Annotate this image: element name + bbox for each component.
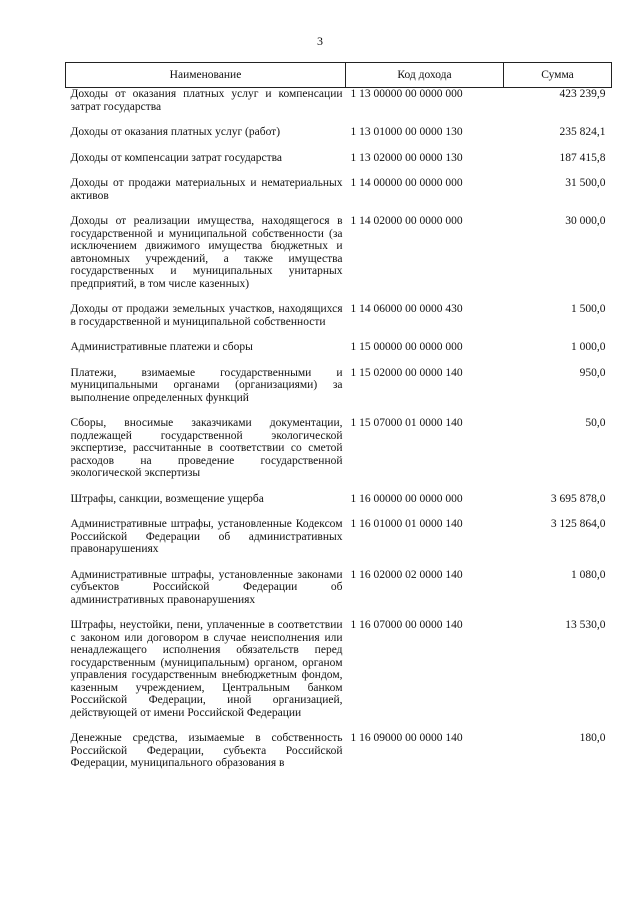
row-code: 1 16 07000 00 0000 140 [350, 619, 463, 631]
row-name: Доходы от оказания платных услуг (работ) [70, 126, 281, 138]
row-name: Административные штрафы, установленные законами субъектов Российской Федерации об административных правонарушениях [70, 568, 343, 606]
row-code: 1 13 02000 00 0000 130 [350, 151, 463, 164]
row-code: 1 16 01000 01 0000 140 [350, 518, 463, 530]
row-code: 1 13 01000 00 0000 130 [350, 126, 463, 138]
row-sum: 1 080,0 [571, 568, 606, 581]
table-row [66, 152, 612, 178]
row-name: Денежные средства, изымаемые в собственность Российской Федерации, субъекта Российской Федерации, муниципального образования в [70, 732, 343, 769]
row-name: Доходы от компенсации затрат государства [70, 151, 283, 164]
row-code: 1 14 06000 00 0000 430 [350, 303, 463, 315]
table-row [66, 341, 612, 367]
row-code: 1 16 09000 00 0000 140 [350, 732, 463, 744]
table-row [66, 417, 612, 493]
row-sum: 235 824,1 [559, 126, 606, 138]
row-name: Доходы от продажи земельных участков, находящихся в государственной и муниципальной собственности [70, 303, 343, 328]
table-row [66, 88, 612, 127]
table-row [66, 493, 612, 519]
row-code: 1 15 07000 01 0000 140 [350, 417, 463, 429]
revenue-table [65, 62, 612, 783]
header-code: Код дохода [346, 63, 504, 88]
header-sum: Сумма [504, 63, 612, 88]
row-sum: 1 000,0 [571, 341, 606, 353]
row-code: 1 16 02000 02 0000 140 [350, 568, 463, 581]
row-sum: 950,0 [579, 366, 606, 379]
row-sum: 3 695 878,0 [550, 492, 606, 505]
table-row [66, 619, 612, 732]
header-name: Наименование [66, 63, 346, 88]
row-sum: 180,0 [579, 732, 606, 744]
row-sum: 423 239,9 [559, 88, 606, 100]
row-name: Штрафы, санкции, возмещение ущерба [70, 492, 264, 505]
table-row [66, 518, 612, 569]
row-code: 1 14 02000 00 0000 000 [350, 215, 463, 227]
row-name: Штрафы, неустойки, пени, уплаченные в соответствии с законом или договором в случае неисполнения или ненадлежащего исполнения обязательств перед государственным (муниципальным) органом, органом управления государственным внебюджетным фондом, казенным учреждением, Центральным банком Российской Федерации, иной организацией, действующей от имени Российской Федерации [70, 619, 343, 719]
row-name: Административные платежи и сборы [70, 341, 253, 353]
table-row [66, 177, 612, 215]
row-sum: 30 000,0 [565, 215, 606, 227]
row-sum: 13 530,0 [565, 619, 606, 631]
row-sum: 3 125 864,0 [550, 518, 606, 530]
table-row [66, 126, 612, 152]
row-sum: 1 500,0 [571, 303, 606, 315]
row-sum: 31 500,0 [565, 177, 606, 189]
row-name: Административные штрафы, установленные Кодексом Российской Федерации об административных правонарушениях [70, 518, 343, 555]
row-code: 1 13 00000 00 0000 000 [350, 88, 463, 100]
page-number: 3 [317, 34, 323, 48]
row-sum: 187 415,8 [559, 151, 606, 164]
row-name: Доходы от реализации имущества, находящегося в государственной и муниципальной собственности (за исключением движимого имущества бюджетных и автономных учреждений, а также имущества государственных и муниципальных унитарных предприятий, в том числе казенных) [70, 215, 343, 290]
table-body [66, 88, 612, 783]
table-row [66, 569, 612, 620]
table-row [66, 732, 612, 783]
row-name: Платежи, взимаемые государственными и муниципальными органами (организациями) за выполнение определенных функций [70, 366, 343, 404]
row-code: 1 16 00000 00 0000 000 [350, 492, 463, 505]
row-name: Доходы от оказания платных услуг и компенсации затрат государства [70, 88, 343, 113]
row-name: Сборы, вносимые заказчиками документации, подлежащей государственной экологической экспертизе, рассчитанные в соответствии со сметой расходов на проведение государственной экологической экспертизы [70, 417, 343, 479]
table-row [66, 367, 612, 418]
row-code: 1 15 02000 00 0000 140 [350, 366, 463, 379]
row-code: 1 15 00000 00 0000 000 [350, 341, 463, 353]
table-header [66, 63, 612, 88]
table-row [66, 303, 612, 341]
row-sum: 50,0 [585, 417, 606, 429]
table-row [66, 215, 612, 303]
row-name: Доходы от продажи материальных и нематериальных активов [70, 177, 343, 202]
row-code: 1 14 00000 00 0000 000 [350, 177, 463, 189]
